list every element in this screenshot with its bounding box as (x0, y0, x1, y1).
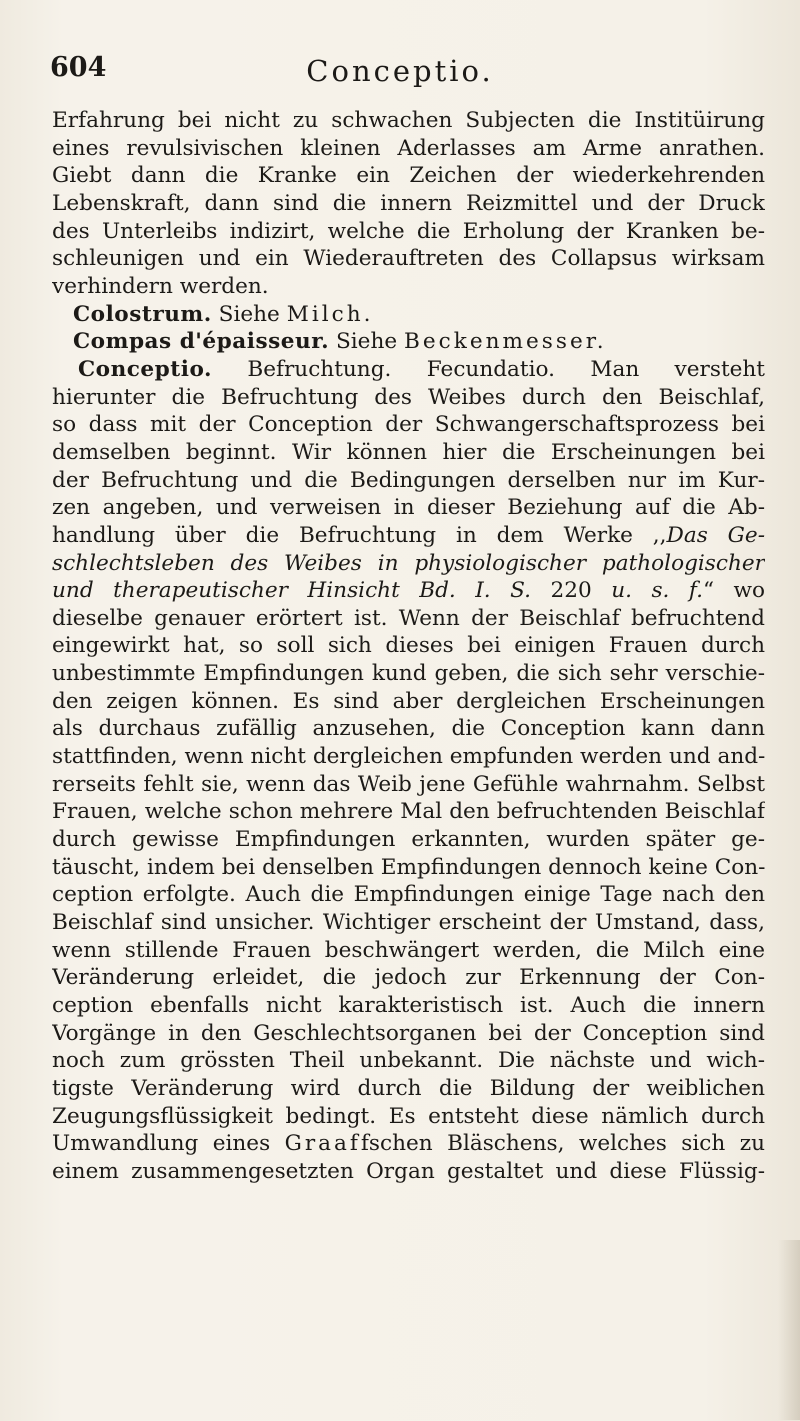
text-span: “ wo (702, 578, 765, 604)
name-graaf: Graaf (284, 1131, 361, 1157)
running-title: Conceptio. (306, 54, 494, 88)
text-line: ception erfolgte. Auch die Empfindungen einige Tage nach den (52, 882, 765, 908)
page-ref-suffix: u. s. f. (611, 578, 703, 604)
text-line: schleunigen und ein Wiederauftreten des Collapsus wirksam (52, 246, 765, 272)
book-title: und therapeutischer Hinsicht Bd. I. S. (52, 578, 532, 604)
text-line: täuscht, indem bei denselben Empfindungen dennoch keine Con- (52, 854, 765, 880)
text-span: Umwandlung eines (52, 1131, 285, 1157)
cross-reference: Beckenmesser. (404, 329, 607, 355)
text-line: Giebt dann die Kranke ein Zeichen der wiederkehrenden (52, 163, 765, 189)
book-title: schlechtsleben des Weibes in physiologischer pathologischer (52, 550, 765, 576)
page-edge-stain (778, 1240, 800, 1420)
text-line: rerseits fehlt sie, wenn das Weib jene Gefühle wahrnahm. Selbst (52, 771, 765, 797)
entry-text: Siehe (335, 329, 398, 355)
text-line: stattfinden, wenn nicht dergleichen empfunden werden und and- (52, 744, 765, 770)
text-line: der Befruchtung und die Bedingungen derselben nur im Kur- (52, 467, 765, 493)
text-line: tigste Veränderung wird durch die Bildung der weiblichen (52, 1075, 765, 1101)
entry-compas (52, 328, 765, 356)
text-line: noch zum grössten Theil unbekannt. Die nächste und wich- (52, 1048, 765, 1074)
text-line: verhindern werden. (52, 273, 269, 299)
text-line: Erfahrung bei nicht zu schwachen Subjecten die Institüirung (52, 108, 765, 133)
text-line: dieselbe genauer erörtert ist. Wenn der Beischlaf befruchtend (52, 605, 765, 631)
entry-text: Befruchtung. Fecundatio. Man versteht (247, 356, 765, 382)
text-line: zen angeben, und verweisen in dieser Beziehung auf die Ab- (52, 495, 765, 521)
page-header (0, 52, 800, 88)
text-line: als durchaus zufällig anzusehen, die Conception kann dann (52, 716, 765, 742)
text-span: fschen Bläschens, welches sich zu (360, 1131, 765, 1157)
text-line: des Unterleibs indizirt, welche die Erholung der Kranken be- (52, 218, 765, 244)
text-line: Veränderung erleidet, die jedoch zur Erkennung der Con- (52, 965, 765, 991)
entry-colostrum (52, 301, 765, 329)
entry-term: Compas d'épaisseur. (73, 329, 330, 355)
text-line: durch gewisse Empfindungen erkannten, wurden später ge- (52, 827, 765, 853)
text-line: Zeugungsflüssigkeit bedingt. Es entsteht diese nämlich durch (52, 1103, 765, 1129)
page-ref: 220 (531, 578, 612, 604)
body-text (52, 107, 765, 1186)
text-line: eingewirkt hat, so soll sich dieses bei einigen Frauen durch (52, 633, 765, 659)
text-line (52, 550, 765, 578)
text-line: wenn stillende Frauen beschwängert werden, die Milch eine (52, 937, 765, 963)
text-line: Lebenskraft, dann sind die innern Reizmittel und der Druck (52, 190, 765, 216)
entry-term: Colostrum. (73, 301, 212, 327)
entry-text: Siehe (218, 301, 280, 327)
text-line: eines revulsivischen kleinen Aderlasses am Arme anrathen. (52, 135, 765, 161)
entry-term: Conceptio. (78, 356, 212, 382)
text-line: ception ebenfalls nicht karakteristisch ist. Auch die innern (52, 993, 765, 1018)
text-line: hierunter die Befruchtung des Weibes durch den Beischlaf, (52, 384, 765, 410)
text-line (52, 1130, 765, 1158)
book-title: Das Ge- (666, 522, 765, 548)
text-line: Vorgänge in den Geschlechtsorganen bei der Conception sind (52, 1020, 765, 1046)
text-line (52, 577, 765, 605)
text-line: demselben beginnt. Wir können hier die Erscheinungen bei (52, 439, 765, 465)
text-line: Beischlaf sind unsicher. Wichtiger erscheint der Umstand, dass, (52, 910, 765, 936)
text-line: einem zusammengesetzten Organ gestaltet und diese Flüssig- (52, 1158, 765, 1184)
text-line (52, 522, 765, 550)
text-span: handlung über die Befruchtung in dem Werke ,, (52, 522, 667, 548)
entry-conceptio (52, 356, 765, 384)
text-line: den zeigen können. Es sind aber dergleichen Erscheinungen (52, 688, 765, 714)
page-number: 604 (50, 52, 107, 83)
cross-reference: Milch. (286, 301, 374, 327)
text-line: so dass mit der Conception der Schwangerschaftsprozess bei (52, 412, 765, 438)
text-line: Frauen, welche schon mehrere Mal den befruchtenden Beischlaf (52, 799, 765, 825)
text-line: unbestimmte Empfindungen kund geben, die sich sehr verschie- (52, 661, 765, 687)
